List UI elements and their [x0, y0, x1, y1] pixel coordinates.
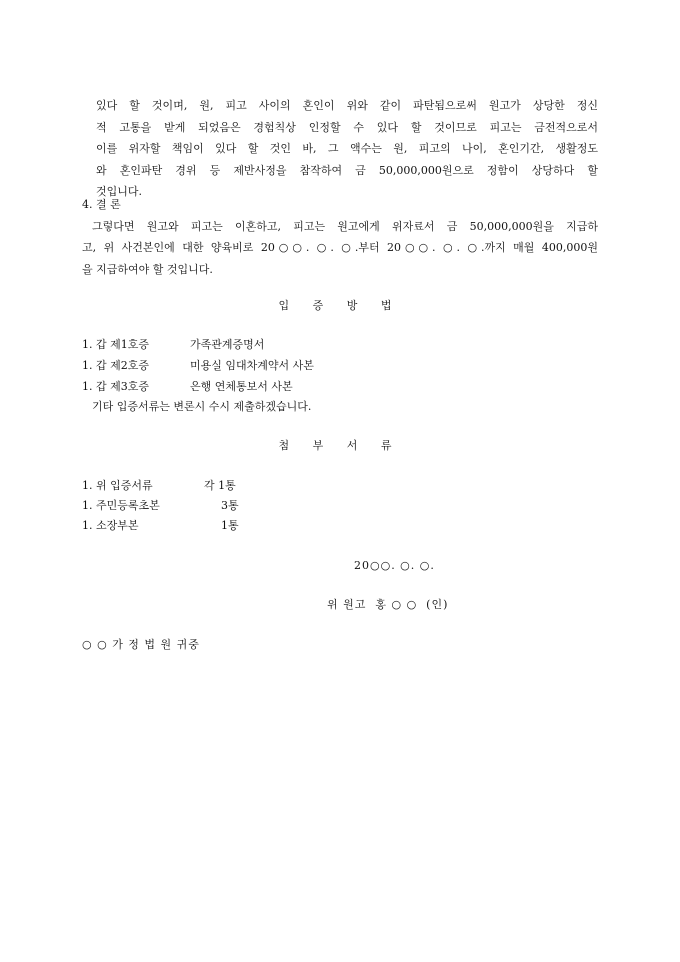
attachment-count: 1통	[221, 519, 239, 532]
court-addressee: ○ ○ 가 정 법 원 귀중	[82, 638, 200, 651]
evidence-code: 1. 갑 제3호증	[82, 380, 149, 393]
evidence-code: 1. 갑 제1호증	[82, 338, 149, 351]
attachment-count: 3통	[221, 499, 239, 512]
evidence-desc: 은행 연체통보서 사본	[190, 380, 293, 393]
attachment-name: 1. 주민등록초본	[82, 499, 160, 512]
body-line: 적 고통을 받게 되었음은 경험칙상 인정할 수 있다 할 것이므로 피고는 금전적으로서	[96, 121, 598, 134]
evidence-desc: 미용실 임대차계약서 사본	[190, 359, 314, 372]
filing-date: 20○○. ○. ○.	[354, 559, 435, 572]
evidence-desc: 가족관계증명서	[190, 338, 265, 351]
evidence-note: 기타 입증서류는 변론시 수시 제출하겠습니다.	[92, 400, 312, 413]
body-line: 와 혼인파탄 경위 등 제반사정을 참작하여 금 50,000,000원으로 정함이 상당하다 할	[96, 164, 598, 177]
attachment-count: 각 1통	[204, 479, 236, 492]
attachment-name: 1. 소장부본	[82, 519, 139, 532]
plaintiff-signature: 위 원고 홍 ○ ○ (인)	[327, 598, 449, 611]
body-line: 이를 위자할 책임이 있다 할 것인 바, 그 액수는 원, 피고의 나이, 혼인기간, 생활정도	[96, 142, 598, 155]
section-heading-conclusion: 4. 결 론	[82, 198, 121, 211]
section-title-attachments: 첨 부 서 류	[278, 439, 402, 452]
body-line: 고, 위 사건본인에 대한 양육비로 20○○. ○. ○.부터 20○○. ○. ○.까지 매월 400,000원	[82, 241, 598, 254]
section-title-evidence: 입 증 방 법	[278, 299, 402, 312]
evidence-code: 1. 갑 제2호증	[82, 359, 149, 372]
body-line: 그렇다면 원고와 피고는 이혼하고, 피고는 원고에게 위자료서 금 50,000,000원을 지급하	[92, 220, 598, 233]
attachment-name: 1. 위 입증서류	[82, 479, 153, 492]
body-line: 을 지급하여야 할 것입니다.	[82, 263, 213, 276]
body-line: 것입니다.	[96, 185, 143, 198]
body-line: 있다 할 것이며, 원, 피고 사이의 혼인이 위와 같이 파탄됨으로써 원고가 상당한 정신	[96, 99, 598, 112]
